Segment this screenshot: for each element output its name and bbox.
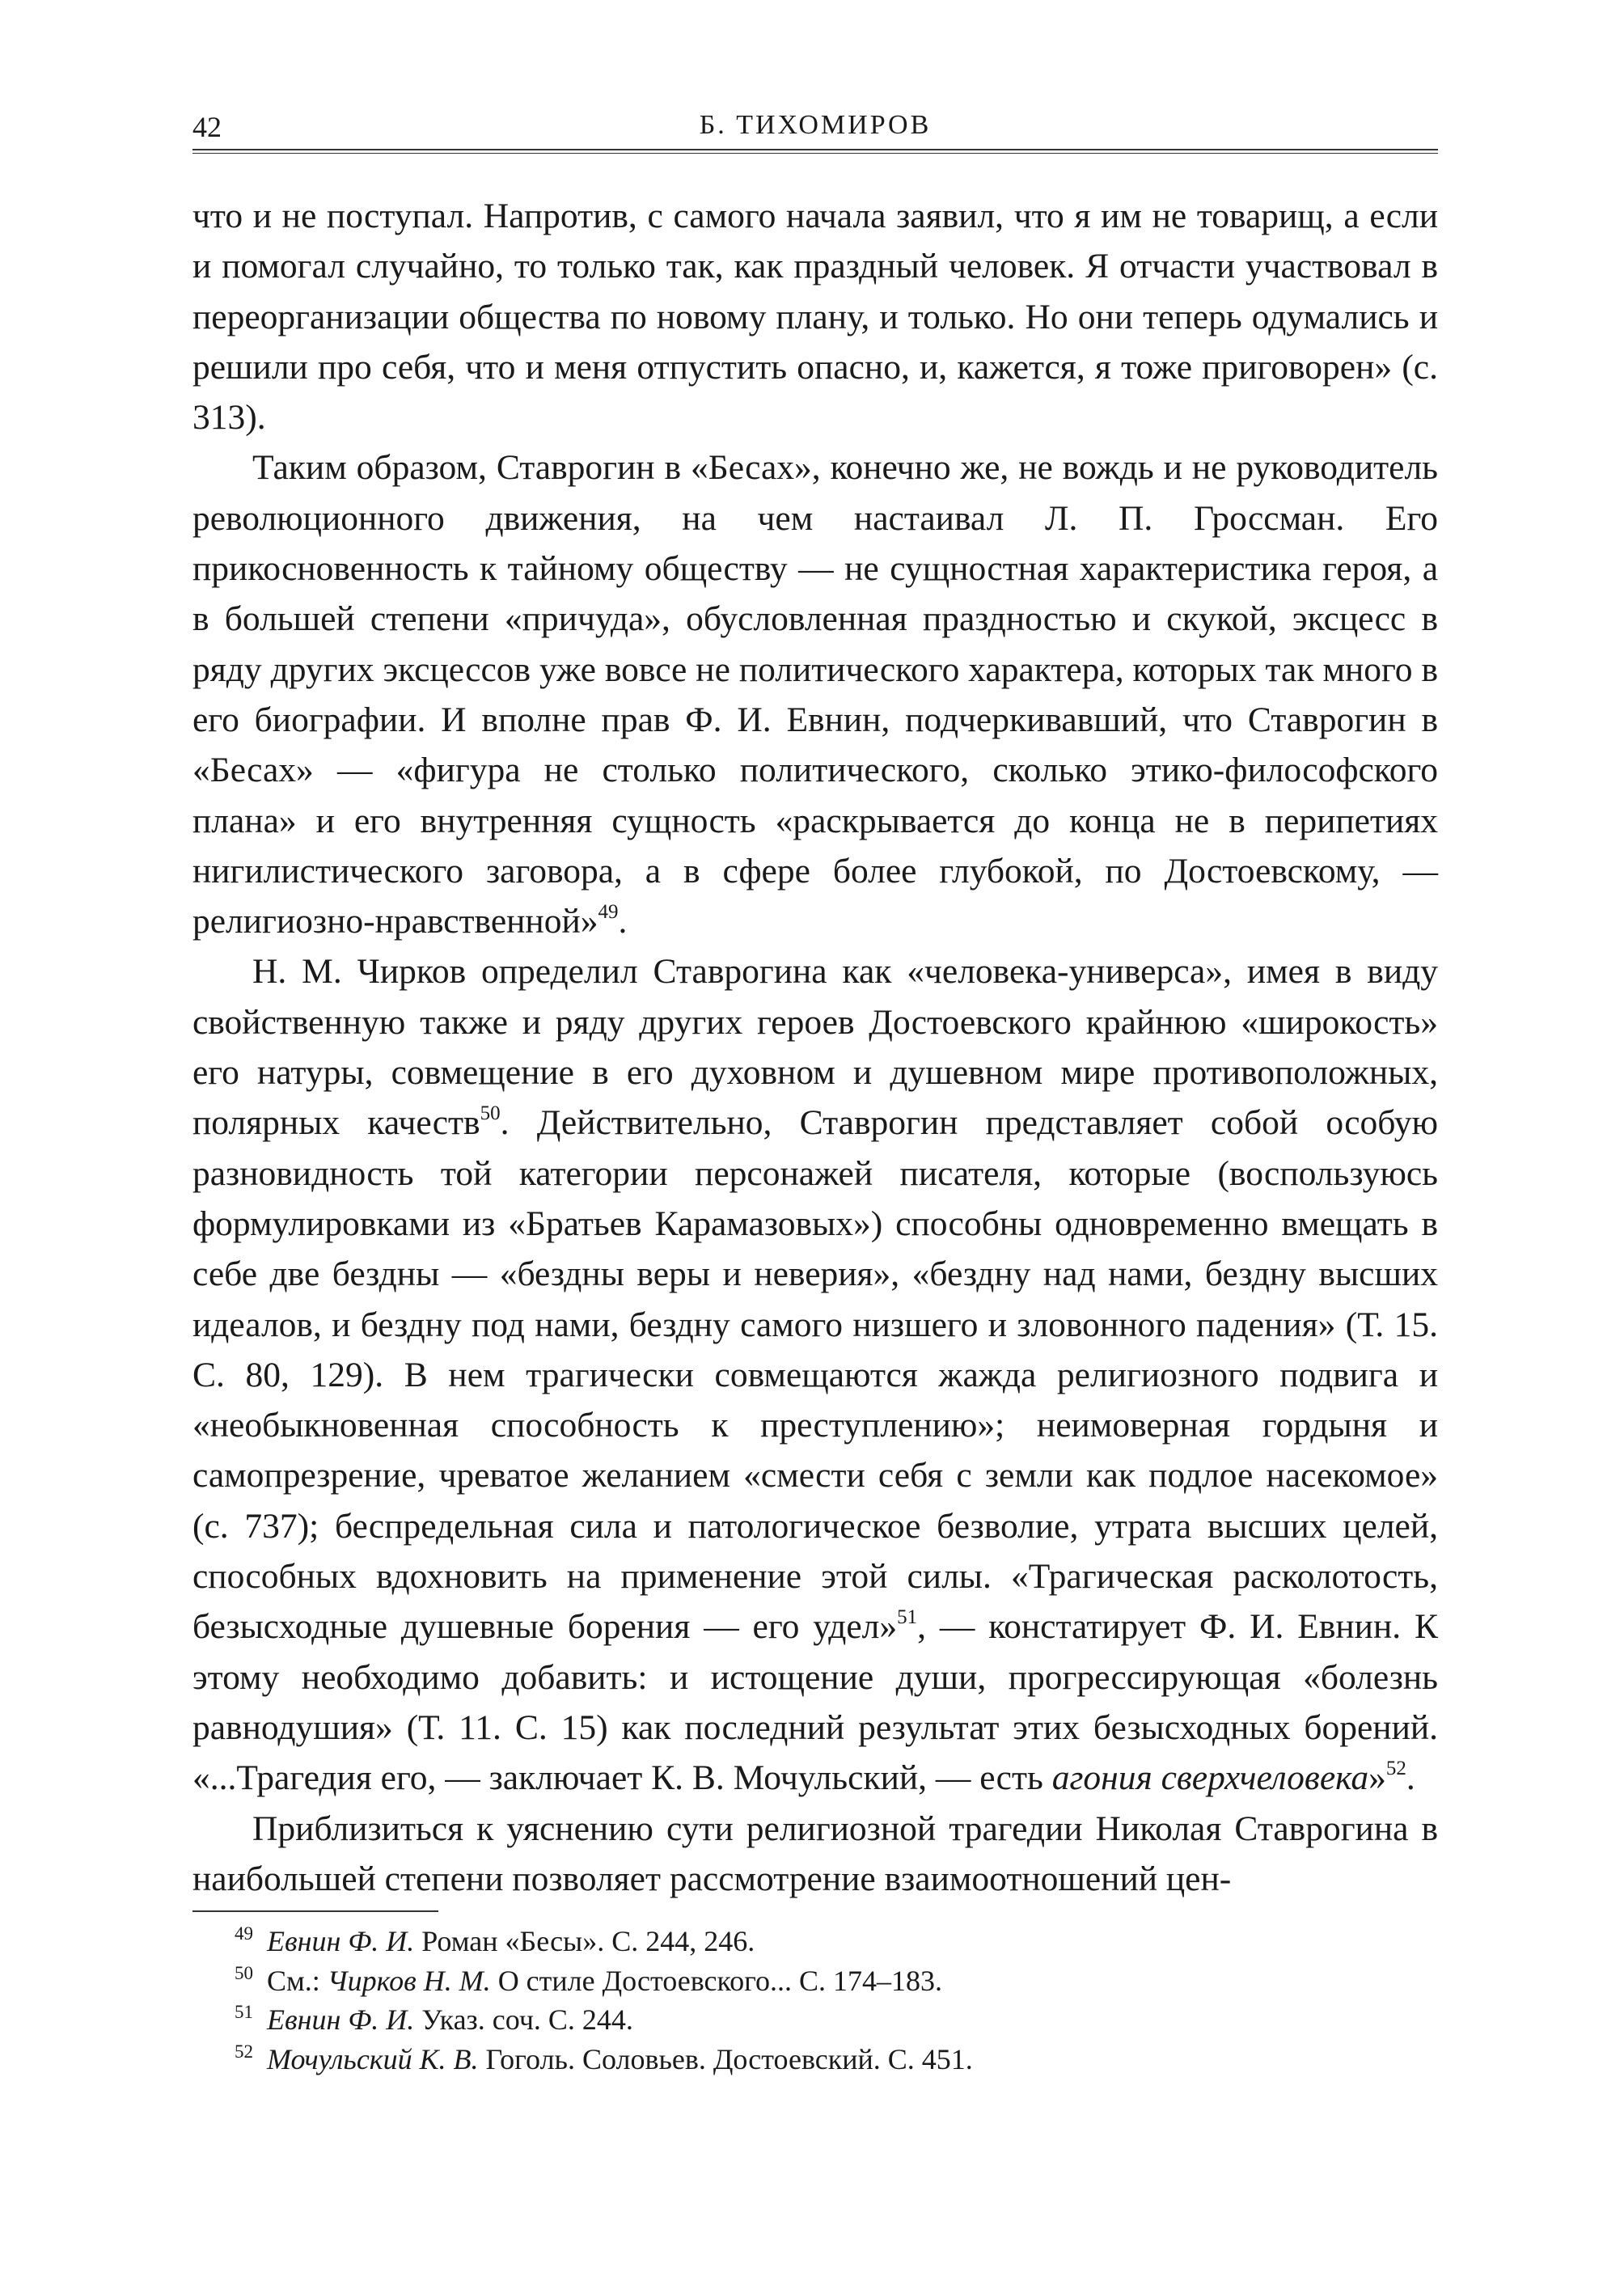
paragraph-2-end: .	[618, 902, 628, 941]
body-text	[192, 191, 1438, 1904]
header-rule	[192, 149, 1438, 154]
paragraph-3-text-a: Н. М. Чирков определил Ставрогина как «человека-универса», имея в виду свойственную также и ряду других героев Достоевского крайнюю «широкость» его натуры, совмещение в его духовном и душевном мире противоположных, полярных качеств	[192, 952, 1438, 1143]
footnote-rule	[192, 1910, 438, 1912]
footnote-51: 51 Евнин Ф. И. Указ. соч. С. 244.	[235, 2002, 633, 2036]
paragraph-3-end: .	[1406, 1758, 1415, 1798]
footnote-author: Евнин Ф. И.	[267, 2003, 415, 2036]
footnote-ref-49[interactable]: 49	[598, 901, 619, 924]
page-number: 42	[192, 111, 222, 143]
footnote-text: Роман «Бесы». С. 244, 246.	[414, 1925, 755, 1957]
footnote-text: Указ. соч. С. 244.	[414, 2003, 633, 2036]
footnote-author: Чирков Н. М.	[327, 1964, 491, 1997]
footnotes	[235, 1922, 1432, 2079]
paragraph-3-italic: агония сверхчеловека	[1051, 1758, 1369, 1798]
paragraph-3-text-c: , — констатирует Ф. И. Евнин. К этому необходимо добавить: и истощение души, прогрессирующая «болезнь равнодушия» (Т. 11. С. 15) как последний результат этих безысходных борений. «...Трагедия его, — заключает К. В. Мочульский, — есть	[192, 1607, 1438, 1798]
paragraph-4	[192, 1804, 1438, 1905]
footnote-ref-50[interactable]: 50	[480, 1102, 501, 1125]
footnote-50: 50 См.: Чирков Н. М. О стиле Достоевского... С. 174–183.	[235, 1962, 943, 1997]
footnote-text: О стиле Достоевского... С. 174–183.	[490, 1964, 943, 1997]
paragraph-3-text-b: . Действительно, Ставрогин представляет собой особую разновидность той категории персонажей писателя, которые (воспользуюсь формулировками из «Братьев Карамазовых») способны одновременно вмещать в себе две бездны — «бездны веры и неверия», «бездну над нами, бездну высших идеалов, и бездну под нами, бездну самого низшего и зловонного падения» (Т. 15. С. 80, 129). В нем трагически совмещаются жажда религиозного подвига и «необыкновенная способность к преступлению»; неимоверная гордыня и самопрезрение, чреватое желанием «смести себя с земли как подлое насекомое» (с. 737); беспредельная сила и патологическое безволие, утрата высших целей, способных вдохновить на применение этой силы. «Трагическая расколотость, безысходные душевные борения — его удел»	[192, 1103, 1438, 1647]
paragraph-3	[192, 946, 1438, 1803]
paragraph-2	[192, 442, 1438, 946]
footnote-49: 49 Евнин Ф. И. Роман «Бесы». С. 244, 246.	[235, 1923, 755, 1957]
page-header	[192, 105, 1438, 154]
paragraph-1-text: что и не поступал. Напротив, с самого начала заявил, что я им не товарищ, а если и помогал случайно, то только так, как праздный человек. Я отчасти участвовал в переорганизации общества по новому плану, и только. Но они теперь одумались и решили про себя, что и меня отпустить опасно, и, кажется, я тоже приговорен» (с. 313).	[192, 197, 1438, 438]
paragraph-2-text: Таким образом, Ставрогин в «Бесах», конечно же, не вождь и не руководитель революционного движения, на чем настаивал Л. П. Гроссман. Его прикосновенность к тайному обществу — не сущностная характеристика героя, а в большей степени «причуда», обусловленная праздностью и скукой, эксцесс в ряду других эксцессов уже вовсе не политического характера, которых так много в его биографии. И вполне прав Ф. И. Евнин, подчеркивавший, что Ставрогин в «Бесах» — «фигура не столько политического, сколько этико-философского плана» и его внутренняя сущность «раскрывается до конца не в перипетиях нигилистического заговора, а в сфере более глубокой, по Достоевскому, — религиозно-нравственной»	[192, 448, 1438, 941]
footnote-52: 52 Мочульский К. В. Гоголь. Соловьев. Достоевский. С. 451.	[235, 2041, 973, 2075]
footnote-text: Гоголь. Соловьев. Достоевский. С. 451.	[478, 2042, 973, 2075]
paragraph-3-text-d: »	[1368, 1758, 1386, 1798]
footnote-author: Евнин Ф. И.	[267, 1925, 415, 1957]
footnote-prefix: См.:	[267, 1964, 328, 1997]
footnote-ref-52[interactable]: 52	[1385, 1758, 1406, 1780]
paragraph-1	[192, 191, 1438, 442]
footnote-author: Мочульский К. В.	[267, 2042, 479, 2075]
paragraph-4-text: Приблизиться к уяснению сути религиозной трагедии Николая Ставрогина в наибольшей степени позволяет рассмотрение взаимоотношений цен-	[192, 1809, 1438, 1898]
footnote-ref-51[interactable]: 51	[897, 1606, 918, 1629]
running-head: Б. ТИХОМИРОВ	[699, 110, 932, 140]
